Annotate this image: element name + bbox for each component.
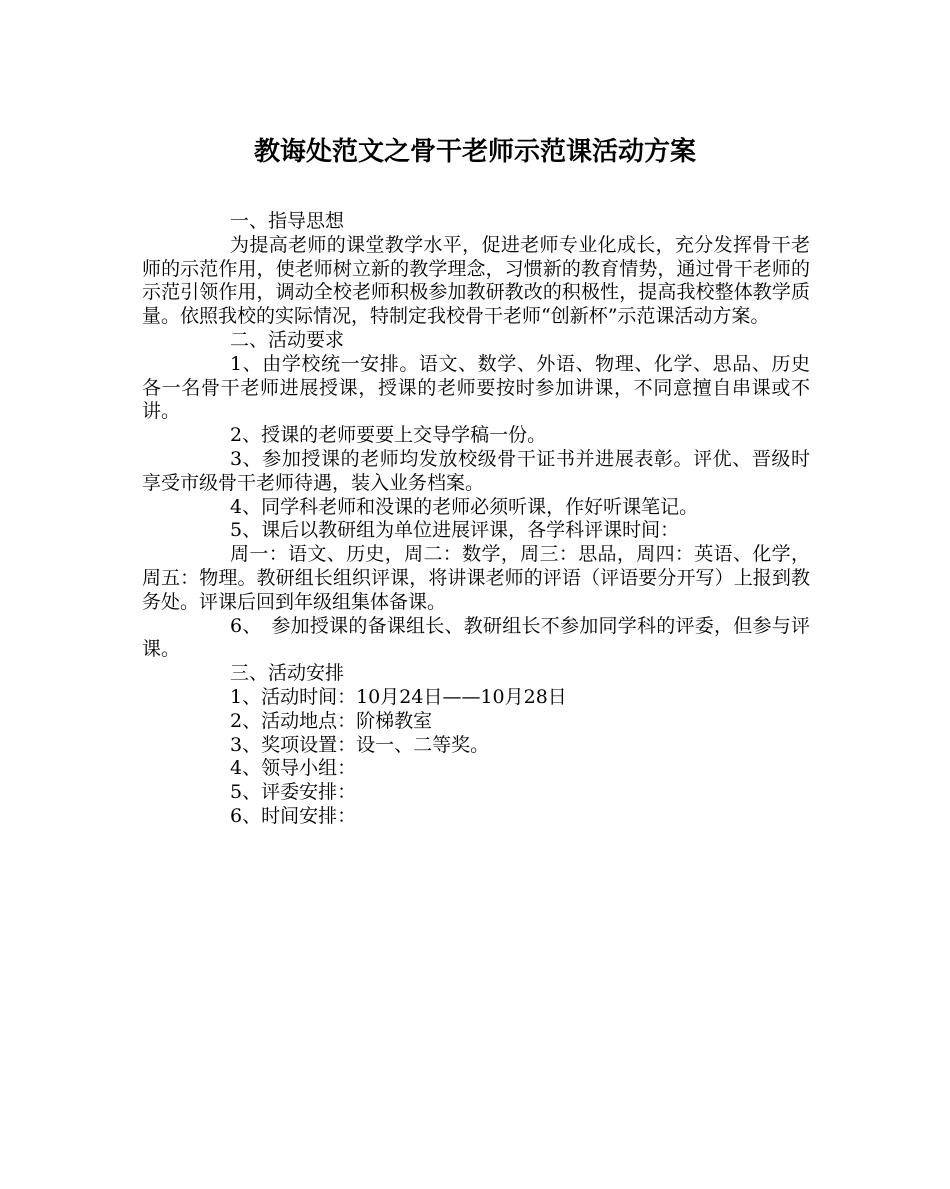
arrangement-item-1: 1、活动时间：10月24日——10月28日 <box>230 685 567 708</box>
section-heading-3: 三、活动安排 <box>230 662 345 685</box>
arrangement-item-4: 4、领导小组： <box>230 757 357 780</box>
requirement-item-5: 5、课后以教研组为单位进展评课，各学科评课时间： <box>230 519 680 542</box>
arrangement-item-5: 5、评委安排： <box>230 781 357 804</box>
requirement-item-3: 3、参加授课的老师均发放校级骨干证书并进展表彰。评优、晋级时享受市级骨干老师待遇，装入业务档案。 <box>142 447 810 494</box>
requirement-item-6: 6、 参加授课的备课组长、教研组长不参加同学科的评委，但参与评课。 <box>142 614 810 661</box>
requirement-item-4: 4、同学科老师和没课的老师必须听课，作好听课笔记。 <box>230 495 699 518</box>
requirement-item-2: 2、授课的老师要要上交导学稿一份。 <box>230 424 547 447</box>
paragraph-guiding-thought: 为提高老师的课堂教学水平，促进老师专业化成长，充分发挥骨干老师的示范作用，使老师树立新的教学理念，习惯新的教育情势，通过骨干老师的示范引领作用，调动全校老师积极参加教研教改的积极性，提高我校整体教学质量。依照我校的实际情况，特制定我校骨干老师“创新杯”示范课活动方案。 <box>142 233 810 328</box>
section-heading-1: 一、指导思想 <box>230 210 345 232</box>
arrangement-item-3: 3、奖项设置：设一、二等奖。 <box>230 733 490 756</box>
document-title: 教诲处范文之骨干老师示范课活动方案 <box>253 137 696 167</box>
document-body <box>142 210 810 829</box>
section-heading-2: 二、活动要求 <box>230 328 345 351</box>
requirement-schedule: 周一：语文、历史，周二：数学，周三：思品，周四：英语、化学，周五：物理。教研组长组织评课，将讲课老师的评语（评语要分开写）上报到教务处。评课后回到年级组集体备课。 <box>142 543 810 613</box>
arrangement-item-6: 6、时间安排： <box>230 804 357 827</box>
arrangement-item-2: 2、活动地点：阶梯教室 <box>230 709 433 732</box>
requirement-item-1: 1、由学校统一安排。语文、数学、外语、物理、化学、思品、历史各一名骨干老师进展授课，授课的老师要按时参加讲课，不同意擅自串课或不讲。 <box>142 352 810 423</box>
